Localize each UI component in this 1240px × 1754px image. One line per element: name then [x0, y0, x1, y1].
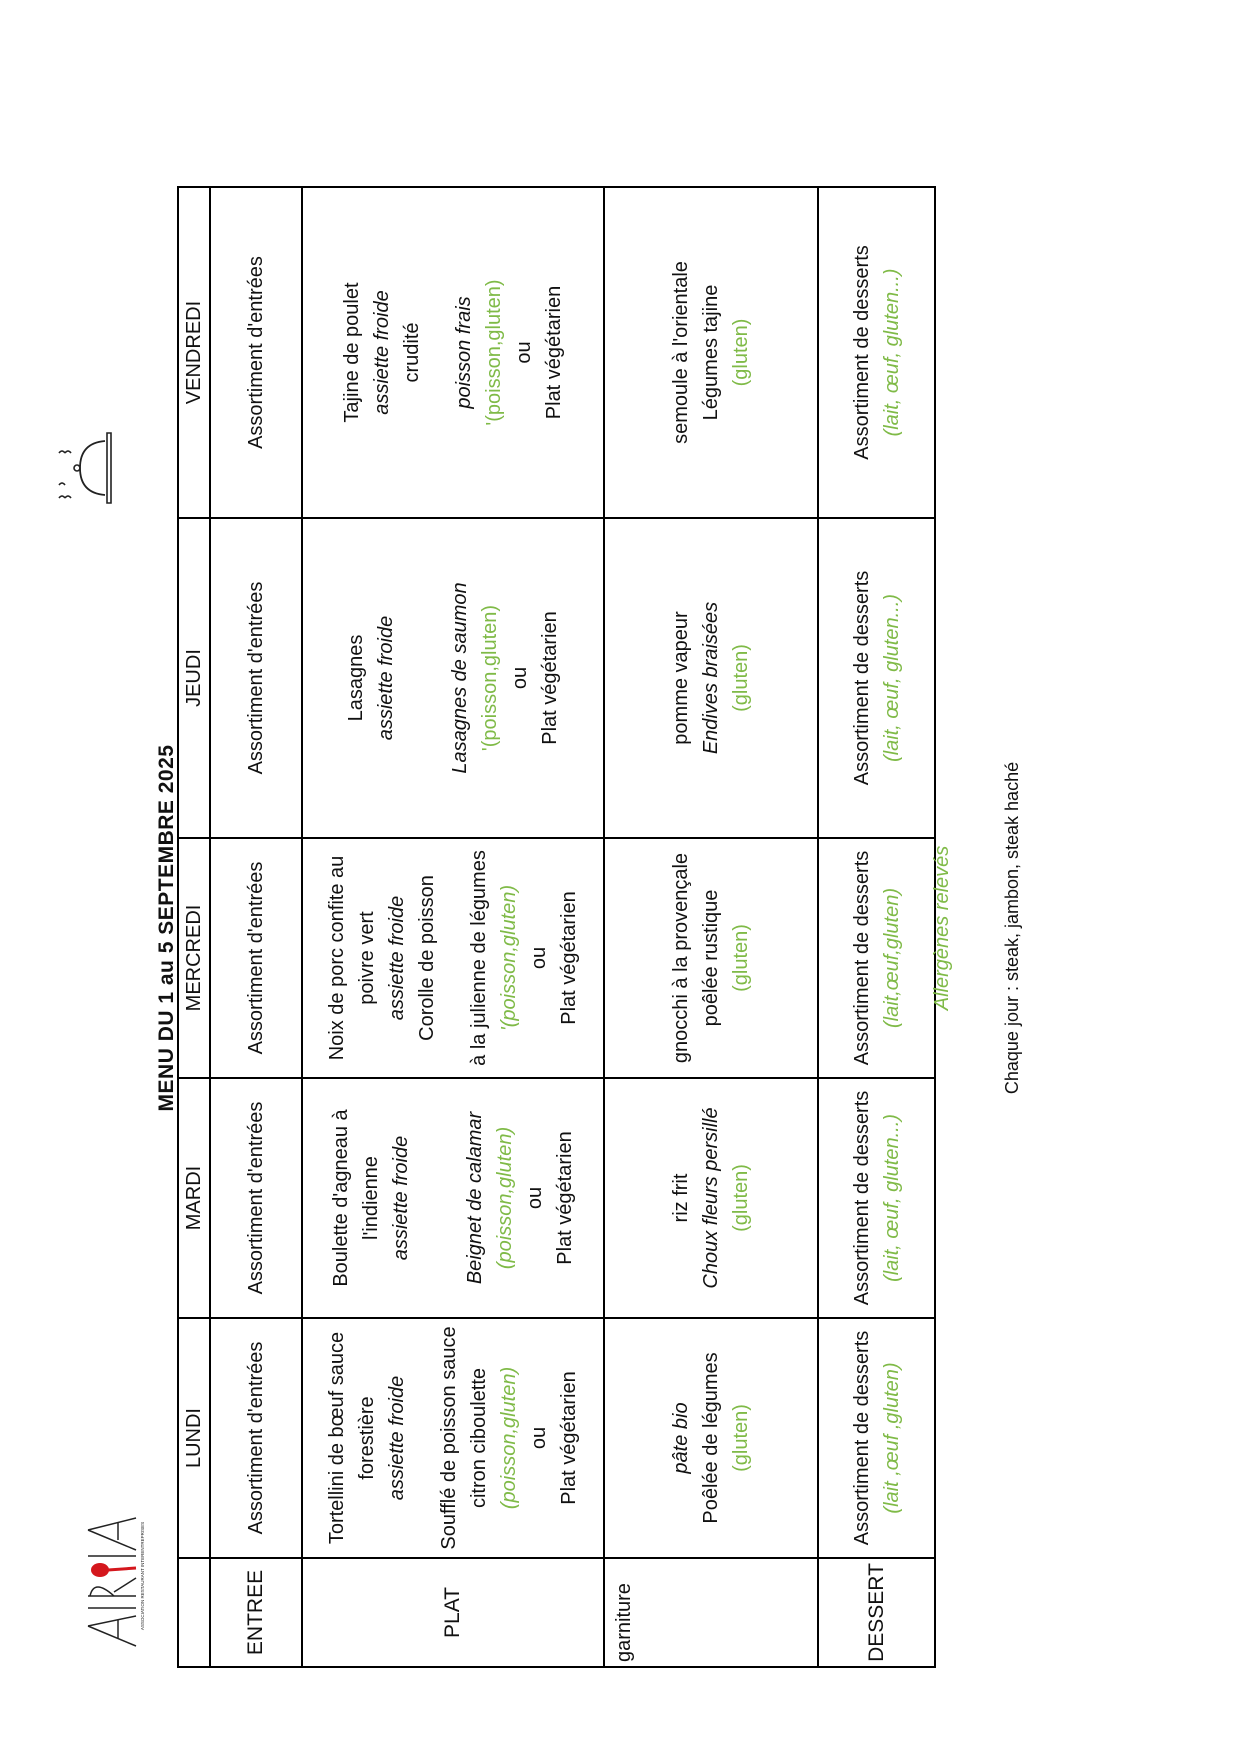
- dessert-cell: [818, 838, 935, 1078]
- side-dish: riz frit: [670, 1173, 692, 1223]
- row-label-plat: PLAT: [302, 1558, 604, 1667]
- or-text: ou: [528, 946, 550, 970]
- row-label-garniture: garniture: [604, 1558, 818, 1667]
- plat-cell-mardi: [302, 1078, 604, 1318]
- side-dish: Choux fleurs persillé: [700, 1107, 722, 1289]
- dish-name: Lasagnes: [345, 634, 367, 722]
- allergen-note: (lait, œuf, gluten...): [880, 1114, 903, 1282]
- day-header: MERCREDI: [178, 838, 210, 1078]
- row-label-entree: ENTREE: [210, 1558, 302, 1667]
- fish-dish: Corolle de poisson: [416, 875, 438, 1041]
- day-header: VENDREDI: [178, 187, 210, 518]
- dish-name: Boulette d'agneau à: [330, 1109, 352, 1287]
- side-dish: gnocchi à la provençale: [670, 852, 692, 1064]
- dish-name: Tortellini de bœuf sauce: [326, 1331, 348, 1545]
- day-header-row: [178, 187, 210, 1667]
- allergen-note: (poisson,gluten): [494, 1126, 516, 1270]
- daily-options-footer: Chaque jour : steak, jambon, steak haché: [1002, 761, 1022, 1095]
- side-dish: poêlée rustique: [700, 889, 722, 1027]
- garniture-cell-mercredi: [604, 838, 818, 1078]
- entree-cell: Assortiment d'entrées: [210, 838, 302, 1078]
- entree-cell: Assortiment d'entrées: [210, 1078, 302, 1318]
- day-header: MARDI: [178, 1078, 210, 1318]
- entree-cell: Assortiment d'entrées: [210, 1318, 302, 1558]
- aria-logo: [84, 1503, 146, 1648]
- allergen-note: (lait, œuf, gluten...): [880, 594, 903, 762]
- side-dish: Endives braisées: [700, 601, 722, 755]
- side-dish: pomme vapeur: [670, 611, 692, 745]
- garniture-cell-vendredi: [604, 187, 818, 518]
- garniture-cell-mardi: [604, 1078, 818, 1318]
- fish-dish: Lasagnes de saumon: [449, 582, 471, 774]
- dessert-cell: [818, 518, 935, 838]
- plat-cell-vendredi: [302, 187, 604, 518]
- entree-cell: Assortiment d'entrées: [210, 518, 302, 838]
- fish-dish: Soufflé de poisson sauce: [438, 1326, 460, 1550]
- fish-dish: poisson frais: [453, 296, 475, 409]
- dessert-name: Assortiment de desserts: [850, 850, 873, 1066]
- fish-dish: à la julienne de légumes: [468, 850, 490, 1066]
- dessert-name: Assortiment de desserts: [850, 570, 873, 786]
- allergen-note: '(poisson,gluten): [498, 884, 520, 1032]
- allergen-note: '(poisson,gluten): [483, 279, 505, 426]
- vegetarian-dish: Plat végétarien: [558, 891, 580, 1025]
- cold-plate: assiette froide: [386, 1375, 408, 1501]
- svg-text:ASSOCIATION RESTAURANT INTEREN: ASSOCIATION RESTAURANT INTERENTREPRISES: [140, 1521, 145, 1631]
- cold-plate: assiette froide: [375, 615, 397, 741]
- allergen-note: (lait, œuf, gluten...): [880, 268, 903, 437]
- dish-name: forestière: [356, 1396, 378, 1480]
- or-text: ou: [528, 1426, 550, 1450]
- plat-cell-mercredi: [302, 838, 604, 1078]
- or-text: ou: [513, 341, 535, 364]
- allergen-note: (gluten): [730, 1164, 752, 1232]
- allergen-note: (gluten): [730, 924, 752, 992]
- dish-name: l'indienne: [360, 1156, 382, 1240]
- entree-cell: Assortiment d'entrées: [210, 187, 302, 518]
- fish-dish: citron ciboulette: [468, 1367, 490, 1509]
- menu-table: [177, 186, 936, 1668]
- side-dish: semoule à l'orientale: [670, 261, 692, 444]
- garniture-cell-lundi: [604, 1318, 818, 1558]
- allergens-note: Allergènes relevés: [931, 845, 953, 1011]
- vegetarian-dish: Plat végétarien: [543, 285, 565, 420]
- day-header: JEUDI: [178, 518, 210, 838]
- cloche-icon: [55, 423, 115, 513]
- cold-plate: assiette froide: [386, 895, 408, 1021]
- dish-name: Tajine de poulet: [341, 282, 363, 423]
- allergen-note: (gluten): [730, 318, 752, 387]
- cold-plate: assiette froide: [390, 1135, 412, 1261]
- entree-row: [210, 187, 302, 1667]
- garniture-row: [604, 187, 818, 1667]
- cold-plate: assiette froide: [371, 290, 393, 415]
- dessert-cell: [818, 1318, 935, 1558]
- row-label-dessert: DESSERT: [818, 1558, 935, 1667]
- vegetarian-dish: Plat végétarien: [554, 1131, 576, 1265]
- day-header: LUNDI: [178, 1318, 210, 1558]
- allergen-note: (gluten): [730, 1404, 752, 1472]
- plat-cell-lundi: [302, 1318, 604, 1558]
- plat-cell-jeudi: [302, 518, 604, 838]
- side-dish: pâte bio: [670, 1402, 692, 1474]
- vegetarian-dish: Plat végétarien: [539, 611, 561, 745]
- dessert-name: Assortiment de desserts: [850, 1090, 873, 1306]
- allergen-note: (lait ,œuf ,gluten): [880, 1362, 903, 1514]
- or-text: ou: [524, 1186, 546, 1210]
- side-note: crudité: [401, 322, 423, 383]
- vegetarian-dish: Plat végétarien: [558, 1371, 580, 1505]
- plat-row: [302, 187, 604, 1667]
- corner-cell: [178, 1558, 210, 1667]
- dessert-name: Assortiment de desserts: [850, 1330, 873, 1546]
- dessert-cell: [818, 187, 935, 518]
- menu-page: [140, 188, 1200, 1668]
- dessert-name: Assortiment de desserts: [850, 245, 873, 460]
- allergen-note: (gluten): [730, 644, 752, 712]
- allergen-note: '(poisson,gluten): [479, 604, 501, 752]
- dish-name: poivre vert: [356, 911, 378, 1005]
- dessert-cell: [818, 1078, 935, 1318]
- dish-name: Noix de porc confite au: [326, 855, 348, 1061]
- allergen-note: (poisson,gluten): [498, 1366, 520, 1510]
- dessert-row: [818, 187, 935, 1667]
- page-title: MENU DU 1 au 5 SEPTEMBRE 2025: [155, 744, 178, 1112]
- side-dish: Poêlée de légumes: [700, 1352, 722, 1524]
- allergen-note: (lait,œuf,gluten): [880, 887, 903, 1029]
- side-dish: Légumes tajine: [700, 284, 722, 421]
- fish-dish: Beignet de calamar: [464, 1111, 486, 1285]
- garniture-cell-jeudi: [604, 518, 818, 838]
- or-text: ou: [509, 666, 531, 690]
